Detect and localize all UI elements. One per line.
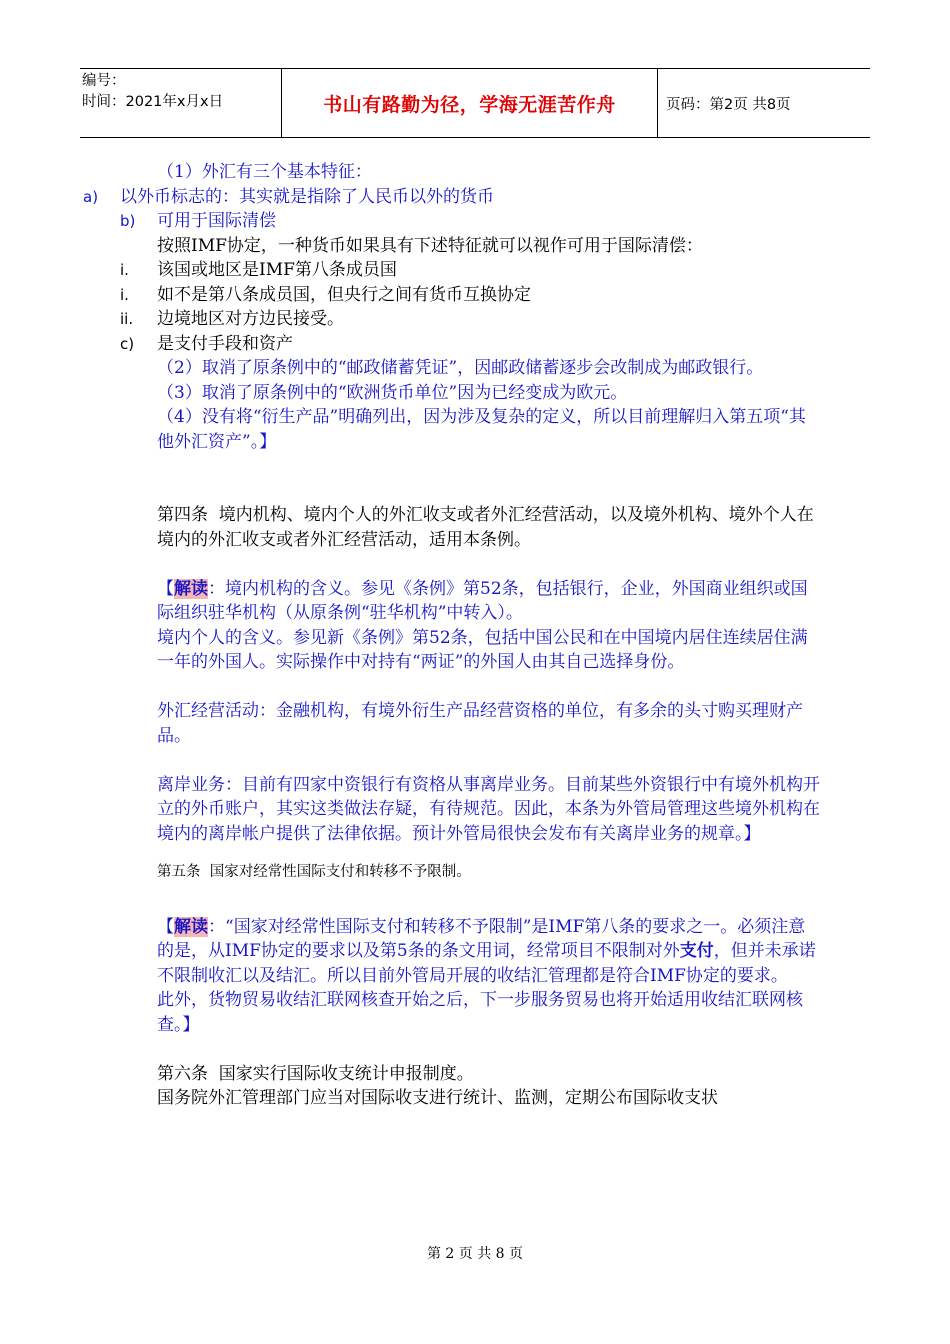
article-6-body: 国务院外汇管理部门应当对国际收支进行统计、监测，定期公布国际收支状 — [157, 1088, 718, 1108]
imf-intro: 按照IMF协定，一种货币如果具有下述特征就可以视作可用于国际清偿： — [157, 235, 703, 256]
interpretation-paragraph: 境内个人的含义。参见新《条例》第52条，包括中国公民和在中国境内居住连续居住满一年的外国人。实际操作中对持有“两证”的外国人由其自己选择身份。 — [157, 627, 808, 672]
bracket-open: 【 — [157, 916, 174, 937]
interpretation-label: 解读 — [174, 578, 208, 599]
list-item — [83, 185, 820, 210]
header-meta — [80, 69, 281, 137]
interpretation-text: ，但并未承诺不限制收汇以及结汇。所以目前外管局开展的收结汇管理都是符合IMF协定的要求。 — [157, 941, 816, 986]
interpretation-text: ：“国家对经常性国际支付和转移不予限制”是IMF第八条的要求之一。必须注意的是，从IMF协定的要求以及第5条的条文用词，经常项目不限制对外 — [157, 916, 806, 961]
page-footer: 第 2 页 共 8 页 — [426, 1246, 524, 1262]
interpretation-paragraph: 离岸业务：目前有四家中资银行有资格从事离岸业务。目前某些外资银行中有境外机构开立的外币账户，其实这类做法存疑，有待规范。因此，本条为外管局管理这些境外机构在境内的离岸帐户提供了法律依据。预计外管局很快会发布有关离岸业务的规章。】 — [157, 774, 820, 844]
document-date-label: 时间：2021年x月x日 — [82, 94, 224, 110]
header-page-number: 页码：第2页 共8页 — [666, 96, 791, 113]
header-motto: 书山有路勤为径，学海无涯苦作舟 — [281, 69, 658, 137]
list-marker: c) — [120, 334, 135, 353]
list-marker: ii. — [120, 310, 134, 328]
list-item-text: 以外币标志的：其实就是指除了人民币以外的货币 — [120, 186, 494, 207]
page-header — [80, 68, 870, 138]
list-marker: i. — [120, 285, 129, 304]
interpretation-label: 解读 — [174, 916, 208, 937]
feature-heading: （1）外汇有三个基本特征： — [157, 162, 372, 182]
interpretation-paragraph — [120, 577, 820, 626]
list-item — [120, 209, 820, 234]
interpretation-paragraph — [120, 915, 820, 989]
list-item — [120, 258, 820, 283]
interpretation-text: ：境内机构的含义。参见《条例》第52条，包括银行，企业，外国商业组织或国际组织驻华机构（从原条例“驻华机构”中转入）。 — [157, 578, 808, 623]
list-item-text: 可用于国际清偿 — [157, 211, 276, 231]
list-item — [120, 307, 820, 332]
list-item-text: 如不是第八条成员国，但央行之间有货币互换协定 — [157, 284, 531, 305]
article-6: 第六条 国家实行国际收支统计申报制度。 — [157, 1063, 474, 1084]
emphasized-text: 支付 — [679, 941, 714, 961]
list-marker: b) — [120, 212, 136, 230]
list-item-text: 边境地区对方边民接受。 — [157, 309, 344, 329]
list-item-text: 该国或地区是IMF第八条成员国 — [157, 260, 397, 280]
bracket-open: 【 — [157, 578, 174, 599]
article-4: 第四条 境内机构、境内个人的外汇收支或者外汇经营活动，以及境外机构、境外个人在境内的外汇收支或者外汇经营活动，适用本条例。 — [157, 505, 814, 550]
note-paragraph: （2）取消了原条例中的“邮政储蓄凭证”，因邮政储蓄逐步会改制成为邮政银行。 — [157, 358, 764, 378]
list-item — [120, 283, 820, 308]
note-paragraph: （4）没有将“衍生产品”明确列出，因为涉及复杂的定义，所以目前理解归入第五项“其他外汇资产”。】 — [157, 407, 806, 452]
list-marker: a) — [83, 187, 99, 206]
interpretation-paragraph: 外汇经营活动：金融机构，有境外衍生产品经营资格的单位，有多余的头寸购买理财产品。 — [157, 701, 803, 746]
document-number-label: 编号： — [82, 73, 126, 89]
interpretation-paragraph: 此外，货物贸易收结汇联网核查开始之后，下一步服务贸易也将开始适用收结汇联网核查。】 — [157, 990, 803, 1035]
document-body — [83, 160, 820, 1111]
list-marker: i. — [120, 261, 129, 279]
list-item-text: 是支付手段和资产 — [157, 333, 293, 354]
note-paragraph: （3）取消了原条例中的“欧洲货币单位”因为已经变成为欧元。 — [157, 382, 628, 403]
list-item — [120, 332, 820, 357]
article-5: 第五条 国家对经常性国际支付和转移不予限制。 — [157, 864, 471, 880]
